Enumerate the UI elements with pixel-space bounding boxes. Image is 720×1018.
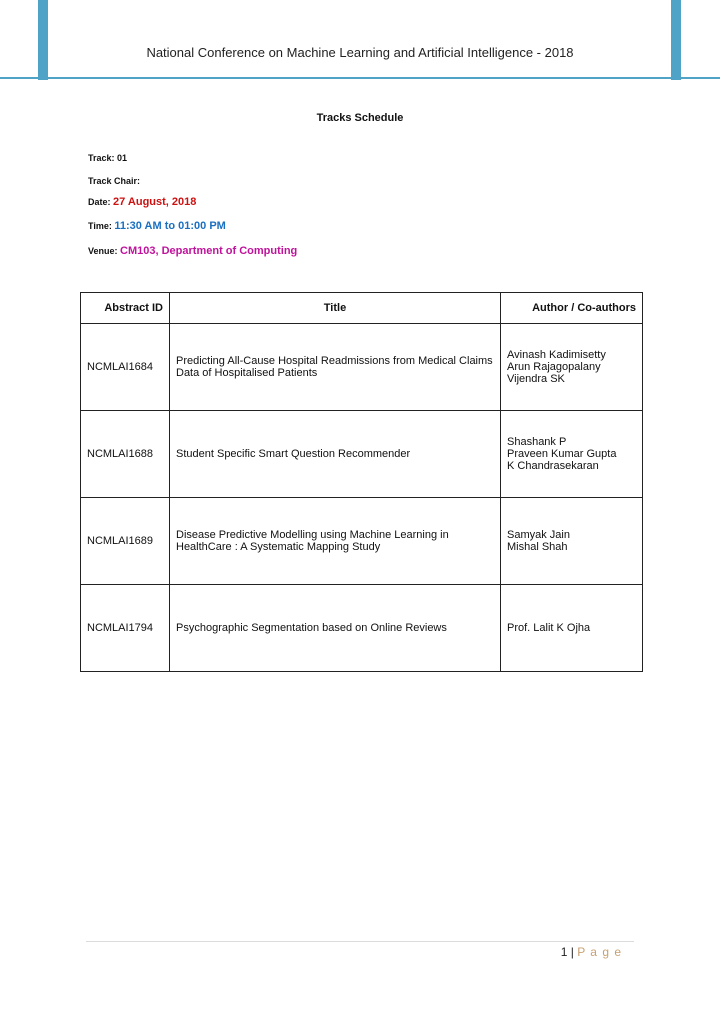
author-name: Vijendra SK <box>507 373 565 385</box>
table-row <box>81 585 643 672</box>
author-name: Avinash Kadimisetty <box>507 349 606 361</box>
authors-cell <box>501 324 643 411</box>
time-value: 11:30 AM to 01:00 PM <box>114 220 226 232</box>
author-name: Mishal Shah <box>507 541 568 553</box>
author-name: Prof. Lalit K Ojha <box>507 622 591 634</box>
track-chair-label: Track Chair: <box>88 176 141 186</box>
table-header-row <box>81 293 643 324</box>
header-accent-bar-left <box>38 0 48 80</box>
date-value: 27 August, 2018 <box>113 196 197 208</box>
abstract-id-cell: NCMLAI1689 <box>81 498 170 585</box>
abstract-id-cell: NCMLAI1688 <box>81 411 170 498</box>
authors-cell <box>501 585 643 672</box>
abstract-id-cell: NCMLAI1794 <box>81 585 170 672</box>
header-accent-bar-right <box>671 0 681 80</box>
author-name: K Chandrasekaran <box>507 460 599 472</box>
author-name: Samyak Jain <box>507 529 570 541</box>
footer-separator: | <box>570 945 574 959</box>
track-chair-line <box>88 176 140 186</box>
doc-title: Tracks Schedule <box>316 112 404 124</box>
authors-cell <box>501 411 643 498</box>
venue-label: Venue: <box>88 246 118 256</box>
footer-rule <box>86 941 634 942</box>
header-abstract-id: Abstract ID <box>81 293 170 324</box>
venue-line <box>88 245 297 257</box>
title-cell: Psychographic Segmentation based on Online Reviews <box>170 585 501 672</box>
authors-cell <box>501 498 643 585</box>
venue-value: CM103, Department of Computing <box>120 245 298 257</box>
date-label: Date: <box>88 197 111 207</box>
schedule-table <box>80 292 643 672</box>
page-number: 1 <box>560 945 568 959</box>
header-title: Title <box>170 293 501 324</box>
author-name: Praveen Kumar Gupta <box>507 448 617 460</box>
page-header: National Conference on Machine Learning and Artificial Intelligence - 2018 <box>146 45 574 60</box>
title-cell: Disease Predictive Modelling using Machine Learning in HealthCare : A Systematic Mapping Study <box>170 498 501 585</box>
page-footer <box>561 945 622 959</box>
author-name: Arun Rajagopalany <box>507 361 601 373</box>
time-line <box>88 220 226 232</box>
date-line <box>88 196 196 208</box>
track-value: 01 <box>117 153 128 163</box>
track-line <box>88 153 127 163</box>
table-row <box>81 411 643 498</box>
title-cell: Student Specific Smart Question Recommender <box>170 411 501 498</box>
table-row <box>81 498 643 585</box>
abstract-id-cell: NCMLAI1684 <box>81 324 170 411</box>
time-label: Time: <box>88 221 112 231</box>
title-cell: Predicting All-Cause Hospital Readmissions from Medical Claims Data of Hospitalised Patients <box>170 324 501 411</box>
author-name: Shashank P <box>507 436 567 448</box>
header-rule <box>0 77 720 79</box>
page-label: P a g e <box>577 945 622 959</box>
header-authors: Author / Co-authors <box>501 293 643 324</box>
track-label: Track: <box>88 153 115 163</box>
table-row <box>81 324 643 411</box>
